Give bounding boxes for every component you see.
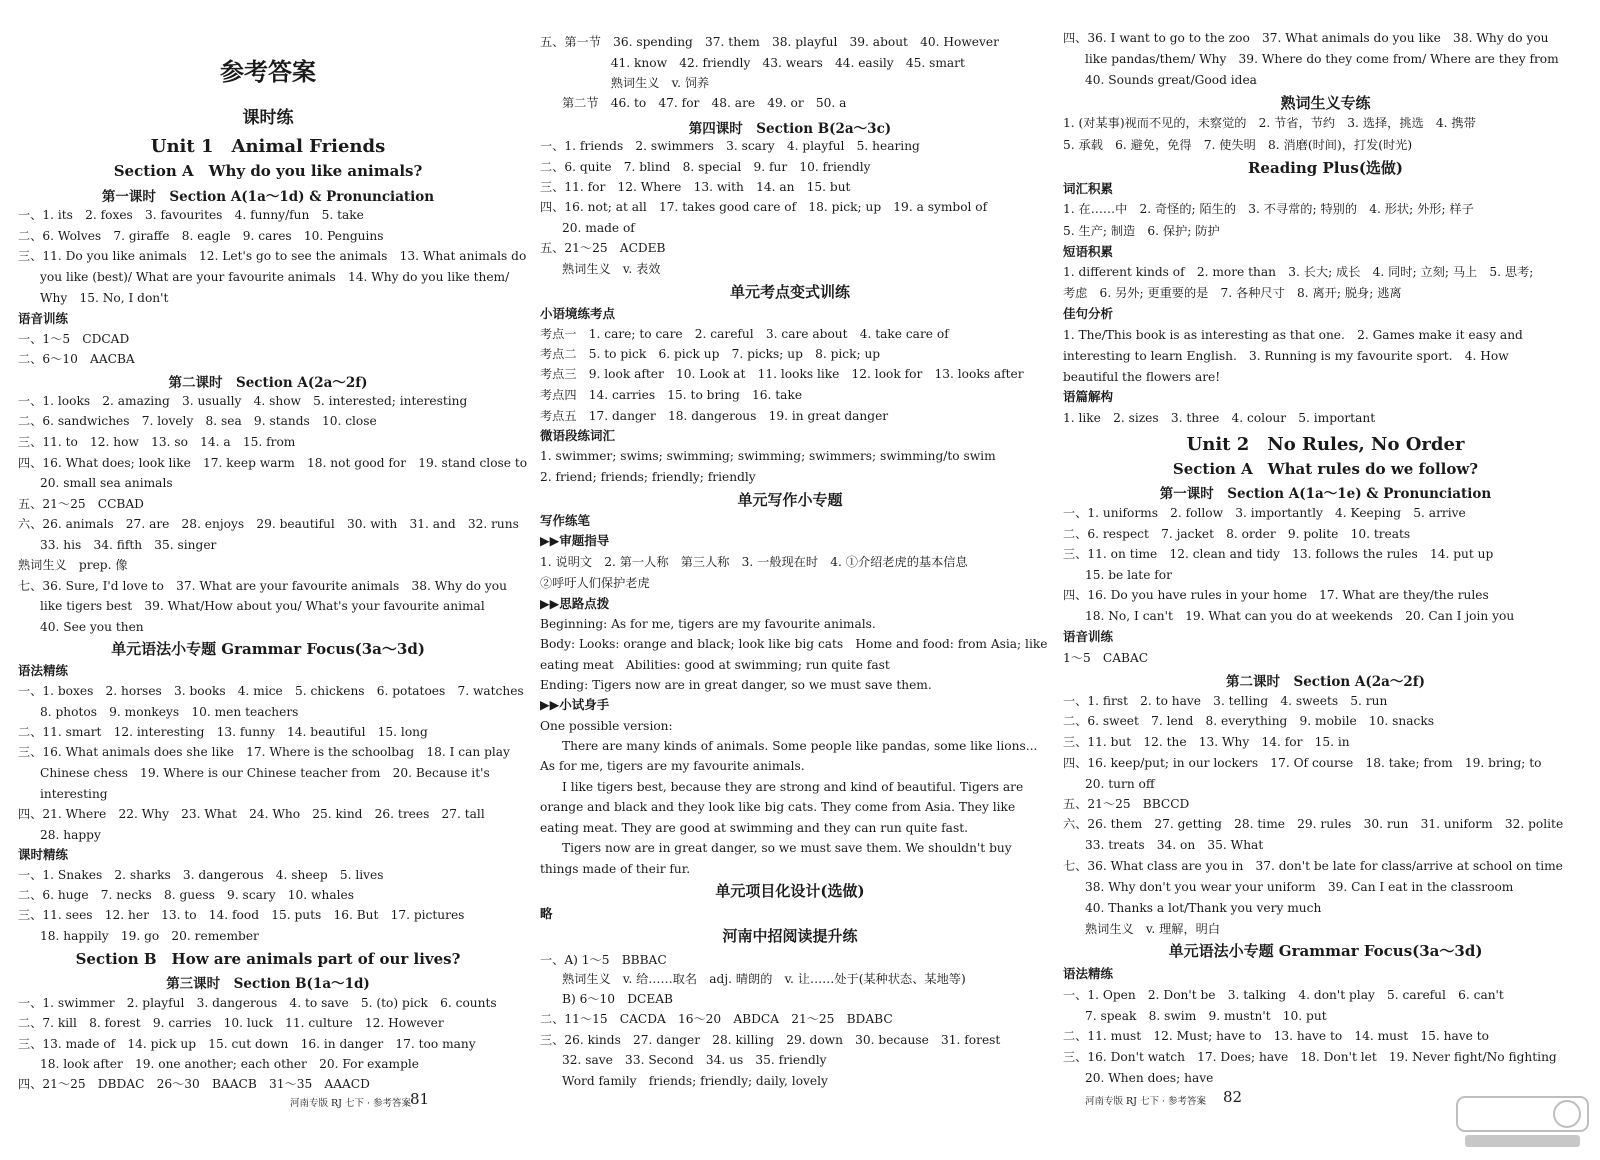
answer-line: orange and black and they look like big cats. They come from Asia. They like — [540, 800, 1016, 814]
subsection-label: 语篇解构 — [1063, 389, 1114, 404]
footer-right-text: 河南专版 RJ 七下 · 参考答案 — [1085, 1096, 1207, 1107]
answer-line: 二、6. huge 7. necks 8. guess 9. scary 10. whales — [18, 888, 354, 902]
answer-line: 40. See you then — [40, 620, 144, 634]
answer-line: Word family friends; friendly; daily, lovely — [562, 1074, 828, 1088]
answer-line: 1. like 2. sizes 3. three 4. colour 5. important — [1063, 411, 1376, 425]
answer-line: 六、26. them 27. getting 28. time 29. rules 30. run 31. uniform 32. polite — [1063, 817, 1564, 831]
subsection-label: 佳句分析 — [1063, 306, 1114, 321]
section-heading: 熟词生义专练 — [1280, 94, 1371, 112]
answer-line: 5. 承载 6. 避免，免得 7. 使失明 8. 消磨(时间)，打发(时光) — [1063, 138, 1413, 152]
answer-line: 40. Sounds great/Good idea — [1085, 73, 1257, 87]
answer-line: 一、1. looks 2. amazing 3. usually 4. show 5. interested; interesting — [18, 394, 468, 408]
answer-line: 三、16. What animals does she like 17. Where is the schoolbag 18. I can play — [18, 745, 510, 759]
answer-line: There are many kinds of animals. Some people like pandas, some like lions... — [562, 739, 1038, 753]
answer-line: eating meat Abilities: good at swimming; run quite fast — [540, 658, 890, 672]
footer-left-text: 河南专版 RJ 七下 · 参考答案 — [290, 1098, 412, 1109]
answer-line: 一、1. Open 2. Don't be 3. talking 4. don't play 5. careful 6. can't — [1063, 988, 1504, 1002]
answer-line: 熟词生义 v. 给……取名 adj. 晴朗的 v. 让……处于(某种状态、某地等) — [562, 972, 966, 986]
answer-line: 熟词生义 v. 理解，明白 — [1085, 922, 1221, 936]
subsection-label: 课时精练 — [18, 847, 69, 862]
answer-line: 二、6. sweet 7. lend 8. everything 9. mobile 10. snacks — [1063, 714, 1435, 728]
answer-line: like tigers best 39. What/How about you/ What's your favourite animal — [40, 599, 485, 613]
section-heading: 第四课时 Section B(2a～3c) — [688, 121, 892, 137]
answer-line: 38. Why don't you wear your uniform 39. Can I eat in the classroom — [1085, 880, 1514, 894]
answer-line: 一、1. its 2. foxes 3. favourites 4. funny/fun 5. take — [18, 208, 364, 222]
answer-line: 第二节 46. to 47. for 48. are 49. or 50. a — [562, 96, 847, 110]
section-heading: 单元考点变式训练 — [729, 283, 850, 301]
answer-line: 28. happy — [40, 828, 101, 842]
answer-line: 五、21～25 CCBAD — [18, 497, 144, 511]
answer-line: 熟词生义 v. 表效 — [562, 262, 661, 276]
answer-line: 二、6. respect 7. jacket 8. order 9. polite 10. treats — [1063, 527, 1411, 541]
answer-line: Beginning: As for me, tigers are my favourite animals. — [540, 617, 876, 631]
answer-line: 二、11. must 12. Must; have to 13. have to 14. must 15. have to — [1063, 1029, 1489, 1043]
answer-line: 一、1. friends 2. swimmers 3. scary 4. playful 5. hearing — [540, 139, 920, 153]
answer-line: 熟词生义 v. 饲养 — [562, 76, 710, 90]
answer-line: 20. small sea animals — [40, 476, 173, 490]
answer-line: 20. made of — [562, 221, 635, 235]
answer-line: 三、11. to 12. how 13. so 14. a 15. from — [18, 435, 296, 449]
answer-line: 1. (对某事)视而不见的，未察觉的 2. 节省，节约 3. 选择，挑选 4. 携带 — [1063, 116, 1476, 130]
answer-line: 考点五 17. danger 18. dangerous 19. in great danger — [540, 409, 889, 423]
answer-line: 18. happily 19. go 20. remember — [40, 929, 259, 943]
subsection-label: 语音训练 — [18, 311, 69, 326]
answer-line: 一、1. Snakes 2. sharks 3. dangerous 4. sheep 5. lives — [18, 868, 384, 882]
subsection-label: ▶▶思路点拨 — [540, 596, 610, 611]
answer-line: 五、21～25 ACDEB — [540, 241, 666, 255]
answer-line: like pandas/them/ Why 39. Where do they come from/ Where are they from — [1085, 52, 1559, 66]
answer-line: 三、11. for 12. Where 13. with 14. an 15. but — [540, 180, 851, 194]
subsection-label: 微语段练词汇 — [540, 428, 616, 443]
section-heading: 第一课时 Section A(1a～1e) & Pronunciation — [1159, 486, 1492, 502]
answer-line: interesting — [40, 787, 108, 801]
section-heading: 河南中招阅读提升练 — [722, 927, 858, 945]
answer-line: 1. The/This book is as interesting as that one. 2. Games make it easy and — [1063, 328, 1523, 342]
answer-line: 18. No, I can't 19. What can you do at weekends 20. Can I join you — [1085, 609, 1515, 623]
subsection-label: 语法精练 — [1063, 966, 1114, 981]
section-heading: Section A What rules do we follow? — [1172, 460, 1479, 478]
answer-line: 三、11. but 12. the 13. Why 14. for 15. in — [1063, 735, 1350, 749]
answer-line: things made of their fur. — [540, 862, 691, 876]
answer-line: you like (best)/ What are your favourite animals 14. Why do you like them/ — [40, 270, 510, 284]
answer-line: 20. When does; have — [1085, 1071, 1214, 1085]
answer-line: 四、16. What does; look like 17. keep warm 18. not good for 19. stand close to — [18, 456, 528, 470]
answer-line: 四、21. Where 22. Why 23. What 24. Who 25. kind 26. trees 27. tall — [18, 807, 485, 821]
answer-line: 1～5 CABAC — [1063, 651, 1149, 665]
answer-line: 熟词生义 prep. 像 — [18, 558, 128, 572]
answer-line: 41. know 42. friendly 43. wears 44. easily 45. smart — [562, 56, 965, 70]
answer-line: eating meat. They are good at swimming and they can run quite fast. — [540, 821, 968, 835]
answer-line: 五、第一节 36. spending 37. them 38. playful 39. about 40. However — [540, 35, 999, 49]
answer-line: 5. 生产; 制造 6. 保护; 防护 — [1063, 224, 1220, 238]
answer-line: 二、7. kill 8. forest 9. carries 10. luck 11. culture 12. However — [18, 1016, 444, 1030]
subsection-label: 语法精练 — [18, 663, 69, 678]
section-heading: 课时练 — [242, 108, 294, 128]
answer-line: Tigers now are in great danger, so we must save them. We shouldn't buy — [562, 841, 1012, 855]
answer-line: 18. look after 19. one another; each other 20. For example — [40, 1057, 419, 1071]
section-heading: 第二课时 Section A(2a～2f) — [168, 375, 368, 391]
answer-line: 二、6. quite 7. blind 8. special 9. fur 10. friendly — [540, 160, 871, 174]
watermark-logo — [1455, 1095, 1590, 1151]
subsection-label: 小语境练考点 — [540, 306, 616, 321]
subsection-label: 写作练笔 — [540, 513, 591, 528]
answer-line: Chinese chess 19. Where is our Chinese teacher from 20. Because it's — [40, 766, 490, 780]
answer-line: I like tigers best, because they are strong and kind of beautiful. Tigers are — [562, 780, 1024, 794]
answer-line: 一、1. first 2. to have 3. telling 4. sweets 5. run — [1063, 694, 1388, 708]
answer-line: 1. 在……中 2. 奇怪的; 陌生的 3. 不寻常的; 特别的 4. 形状; 外形; 样子 — [1063, 202, 1474, 216]
section-heading: Unit 1 Animal Friends — [150, 136, 386, 157]
answer-line: 三、11. sees 12. her 13. to 14. food 15. puts 16. But 17. pictures — [18, 908, 465, 922]
page-number-left: 81 — [410, 1090, 430, 1108]
answer-line: Body: Looks: orange and black; look like big cats Home and food: from Asia; like — [540, 637, 1048, 651]
section-heading: Section A Why do you like animals? — [113, 162, 423, 180]
answer-line: 1. swimmer; swims; swimming; swimming; swimmers; swimming/to swim — [540, 449, 996, 463]
answer-line: 四、16. Do you have rules in your home 17. What are they/the rules — [1063, 588, 1489, 602]
answer-line: 8. photos 9. monkeys 10. men teachers — [40, 705, 299, 719]
answer-line: 2. friend; friends; friendly; friendly — [540, 470, 756, 484]
answer-line: 33. treats 34. on 35. What — [1085, 838, 1264, 852]
answer-line: 四、21～25 DBDAC 26～30 BAACB 31～35 AAACD — [18, 1077, 370, 1091]
section-heading: 单元语法小专题 Grammar Focus(3a～3d) — [1168, 942, 1483, 960]
answer-line: 一、A) 1～5 BBBAC — [540, 953, 667, 967]
section-heading: 第一课时 Section A(1a～1d) & Pronunciation — [101, 189, 435, 205]
answer-line: Why 15. No, I don't — [40, 291, 169, 305]
answer-line: 二、6. sandwiches 7. lovely 8. sea 9. stands 10. close — [18, 414, 377, 428]
answer-line: 七、36. What class are you in 37. don't be late for class/arrive at school on time — [1063, 859, 1563, 873]
section-heading: 参考答案 — [220, 57, 316, 86]
answer-line: ②呼吁人们保护老虎 — [540, 576, 650, 590]
answer-line: 一、1～5 CDCAD — [18, 332, 130, 346]
answer-line: As for me, tigers are my favourite animals. — [540, 759, 805, 773]
answer-line: 考点一 1. care; to care 2. careful 3. care about 4. take care of — [540, 327, 949, 341]
subsection-label: ▶▶审题指导 — [540, 533, 610, 548]
section-heading: 单元写作小专题 — [737, 491, 843, 509]
answer-line: 一、1. swimmer 2. playful 3. dangerous 4. to save 5. (to) pick 6. counts — [18, 996, 497, 1010]
answer-line: 15. be late for — [1085, 568, 1172, 582]
answer-line: 33. his 34. fifth 35. singer — [40, 538, 217, 552]
answer-line: B) 6～10 DCEAB — [562, 992, 673, 1006]
answer-line: 七、36. Sure, I'd love to 37. What are your favourite animals 38. Why do you — [18, 579, 507, 593]
answer-line: interesting to learn English. 3. Running is my favourite sport. 4. How — [1063, 349, 1509, 363]
answer-line: 考点三 9. look after 10. Look at 11. looks like 12. look for 13. looks after — [540, 367, 1024, 381]
section-heading: Section B How are animals part of our lives? — [75, 950, 461, 968]
answer-line: 1. different kinds of 2. more than 3. 长大; 成长 4. 同时; 立刻; 马上 5. 思考; — [1063, 265, 1534, 279]
answer-line: 1. 说明文 2. 第一人称 第三人称 3. 一般现在时 4. ①介绍老虎的基本信息 — [540, 555, 968, 569]
answer-line: 三、13. made of 14. pick up 15. cut down 16. in danger 17. too many — [18, 1037, 476, 1051]
answer-line: 三、11. on time 12. clean and tidy 13. follows the rules 14. put up — [1063, 547, 1494, 561]
answer-line: 考点二 5. to pick 6. pick up 7. picks; up 8. pick; up — [540, 347, 881, 361]
section-heading: Reading Plus(选做) — [1247, 159, 1404, 177]
answer-line: 二、11. smart 12. interesting 13. funny 14. beautiful 15. long — [18, 725, 428, 739]
answer-line: 20. turn off — [1085, 777, 1155, 791]
answer-line: 三、16. Don't watch 17. Does; have 18. Don't let 19. Never fight/No fighting — [1063, 1050, 1557, 1064]
subsection-label: 词汇积累 — [1063, 181, 1114, 196]
answer-line: One possible version: — [540, 719, 673, 733]
section-heading: 单元项目化设计(选做) — [715, 882, 865, 900]
answer-line: 三、11. Do you like animals 12. Let's go to see the animals 13. What animals do — [18, 249, 527, 263]
answer-line: 五、21～25 BBCCD — [1063, 797, 1190, 811]
answer-line: 二、11～15 CACDA 16～20 ABDCA 21～25 BDABC — [540, 1012, 893, 1026]
answer-line: 六、26. animals 27. are 28. enjoys 29. beautiful 30. with 31. and 32. runs — [18, 517, 519, 531]
answer-line: 二、6. Wolves 7. giraffe 8. eagle 9. cares 10. Penguins — [18, 229, 384, 243]
page-number-right: 82 — [1223, 1088, 1243, 1106]
section-heading: Unit 2 No Rules, No Order — [1186, 434, 1465, 455]
answer-line: 四、16. keep/put; in our lockers 17. Of course 18. take; from 19. bring; to — [1063, 756, 1542, 770]
answer-line: Ending: Tigers now are in great danger, so we must save them. — [540, 678, 932, 692]
answer-line: 考虑 6. 另外; 更重要的是 7. 各种尺寸 8. 离开; 脱身; 逃离 — [1063, 286, 1402, 300]
answer-line: 40. Thanks a lot/Thank you very much — [1085, 901, 1322, 915]
answer-line: 一、1. uniforms 2. follow 3. importantly 4. Keeping 5. arrive — [1063, 506, 1466, 520]
section-heading: 单元语法小专题 Grammar Focus(3a～3d) — [111, 640, 425, 658]
subsection-label: ▶▶小试身手 — [540, 697, 610, 712]
subsection-label: 短语积累 — [1063, 244, 1114, 259]
answer-line: 一、1. boxes 2. horses 3. books 4. mice 5. chickens 6. potatoes 7. watches — [18, 684, 524, 698]
section-heading: 第三课时 Section B(1a～1d) — [166, 976, 370, 992]
answer-line: beautiful the flowers are! — [1063, 370, 1221, 384]
answer-line: 考点四 14. carries 15. to bring 16. take — [540, 388, 803, 402]
answer-line: 二、6～10 AACBA — [18, 352, 135, 366]
subsection-label: 略 — [540, 906, 553, 921]
subsection-label: 语音训练 — [1063, 629, 1114, 644]
section-heading: 第二课时 Section A(2a～2f) — [1225, 674, 1426, 690]
answer-line: 32. save 33. Second 34. us 35. friendly — [562, 1053, 827, 1067]
answer-line: 四、16. not; at all 17. takes good care of 18. pick; up 19. a symbol of — [540, 200, 988, 214]
answer-line: 三、26. kinds 27. danger 28. killing 29. down 30. because 31. forest — [540, 1033, 1001, 1047]
answer-line: 7. speak 8. swim 9. mustn't 10. put — [1085, 1009, 1327, 1023]
answer-line: 四、36. I want to go to the zoo 37. What animals do you like 38. Why do you — [1063, 31, 1549, 45]
